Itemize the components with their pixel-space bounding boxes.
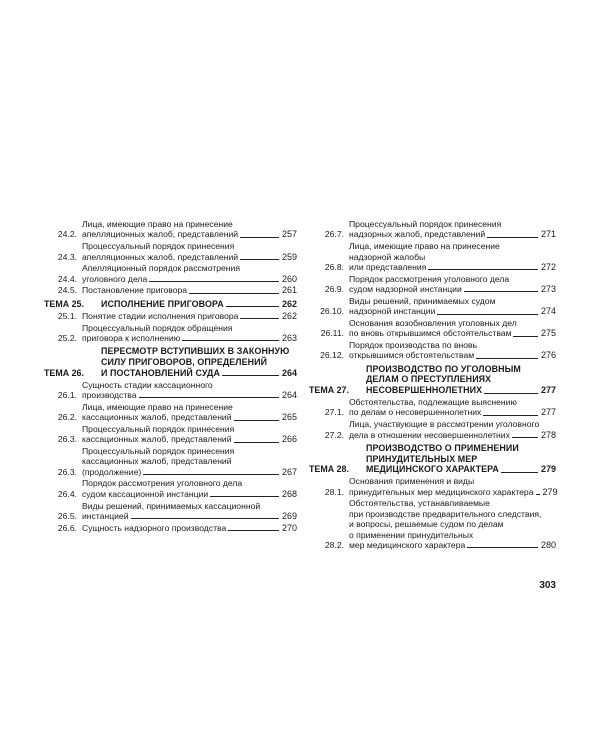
toc-entry-title-line: дела в отношении несовершеннолетних (349, 429, 510, 440)
toc-entry-title (82, 501, 297, 522)
dot-leader (189, 293, 279, 294)
toc-entry-number: 28.1. (324, 486, 344, 497)
toc-entry-title-line: Порядок рассмотрения уголовного дела (82, 478, 243, 489)
toc-entry-title-line: Сущность надзорного производства (82, 522, 227, 533)
toc-entry-page: 279 (540, 464, 556, 475)
toc-entry-title (82, 424, 297, 445)
toc-entry-title-line: Процессуальный порядок принесения (82, 241, 235, 252)
dot-leader (483, 415, 538, 416)
toc-entry-title (366, 364, 556, 396)
toc-entry (309, 296, 556, 317)
toc-entry-number: 24.3. (57, 251, 77, 262)
toc-entry-title-line: или представления (349, 261, 427, 272)
dot-leader (234, 420, 279, 421)
toc-entry-page: 263 (281, 332, 297, 343)
dot-leader (228, 530, 279, 531)
dot-leader (476, 358, 538, 359)
toc-entry-title (349, 296, 556, 317)
toc-entry (44, 478, 297, 499)
toc-entry-last-line (101, 368, 297, 379)
toc-entry-last-line (349, 487, 556, 497)
toc-entry-title-line: кассационных жалоб, представлений (82, 434, 232, 445)
toc-entry-last-line (349, 306, 556, 316)
toc-entry-number: 26.1. (57, 390, 77, 401)
toc-entry-number: 26.2. (57, 412, 77, 423)
toc-entry-page: 262 (281, 310, 297, 321)
toc-entry-title (349, 318, 556, 339)
dot-leader (131, 518, 279, 519)
toc-entry-title-line: Процессуальный порядок принесения (82, 423, 235, 434)
toc-entry-title-line: апелляционных жалоб, представлений (82, 251, 239, 262)
toc-entry-title-line: по делам о несовершеннолетних (349, 407, 482, 418)
dot-leader (513, 336, 538, 337)
toc-entry-last-line (349, 540, 556, 550)
toc-entry-page: 261 (281, 285, 297, 296)
toc-entry-title-line: о применении принудительных (349, 529, 474, 540)
dot-leader (149, 281, 279, 282)
toc-entry (309, 219, 556, 240)
toc-entry-title-line: надзорных жалоб, представлений (349, 229, 486, 240)
toc-entry-last-line (349, 328, 556, 338)
toc-topic-heading (309, 443, 556, 475)
toc-entry-page: 262 (281, 298, 297, 309)
toc-entry-title-line: Апелляционный порядок рассмотрения (82, 263, 240, 274)
toc-entry (44, 263, 297, 284)
toc-entry-title (101, 346, 297, 378)
toc-entry-title-line: Виды решений, принимаемых кассационной (82, 500, 261, 511)
toc-entry-title-line: при производстве предварительного следствия, (349, 508, 542, 519)
toc-entry-number: 28.2. (324, 539, 344, 550)
toc-entry-title-line: Понятие стадии исполнения приговора (82, 310, 239, 321)
dot-leader (512, 437, 538, 438)
toc-entry-number: 27.2. (324, 429, 344, 440)
toc-entry-title (82, 311, 297, 321)
toc-entry-last-line (349, 229, 556, 239)
toc-entry-last-line (82, 412, 297, 422)
toc-page (44, 219, 556, 591)
toc-entry-title-line: Процессуальный порядок принесения (82, 445, 235, 456)
toc-entry (44, 501, 297, 522)
toc-entry-title (349, 219, 556, 240)
dot-leader (139, 397, 279, 398)
toc-entry-title-line: НЕСОВЕРШЕННОЛЕТНИХ (366, 384, 483, 395)
toc-entry-number: ТЕМА 28. (309, 464, 349, 475)
toc-entry-title-line: судом надзорной инстанции (349, 284, 462, 295)
toc-entry-number: 26.10. (320, 306, 344, 317)
toc-entry-title (82, 285, 297, 295)
toc-entry-number: 26.4. (57, 488, 77, 499)
toc-entry-title (349, 340, 556, 361)
toc-entry-title-line: Постановление приговора (82, 285, 188, 296)
toc-entry-number: 26.11. (320, 328, 344, 339)
toc-right-column (309, 219, 556, 552)
dot-leader (437, 314, 538, 315)
toc-entry-title (82, 263, 297, 284)
toc-entry-number: 26.3. (57, 466, 77, 477)
toc-entry-number: 25.1. (57, 310, 77, 321)
toc-entry-page: 276 (540, 350, 556, 361)
toc-entry-number: 26.8. (324, 261, 344, 272)
dot-leader (536, 494, 540, 495)
toc-entry-title-line: приговора к исполнению (82, 332, 181, 343)
toc-entry-title-line: Виды решений, принимаемых судом (349, 295, 496, 306)
toc-entry-title-line: кассационных жалоб, представлений (82, 412, 232, 423)
dot-leader (240, 259, 279, 260)
toc-entry-last-line (366, 385, 556, 396)
toc-entry (309, 419, 556, 440)
toc-entry-page: 275 (540, 328, 556, 339)
toc-entry (309, 340, 556, 361)
toc-entry-title (82, 446, 297, 477)
toc-entry-number: 25.2. (57, 332, 77, 343)
toc-entry-page: 277 (540, 407, 556, 418)
toc-entry (309, 397, 556, 418)
toc-entry-title (82, 323, 297, 344)
toc-entry-title-line: апелляционных жалоб, представлений (82, 229, 239, 240)
toc-entry-title (349, 476, 556, 497)
dot-leader (234, 442, 279, 443)
toc-entry (44, 380, 297, 401)
dot-leader (464, 291, 538, 292)
toc-entry (309, 498, 556, 550)
toc-entry-title (82, 219, 297, 240)
toc-entry-title (349, 397, 556, 418)
toc-entry-title-line: ДЕЛАМ О ПРЕСТУПЛЕНИЯХ (366, 374, 492, 385)
toc-entry-number: 26.7. (324, 229, 344, 240)
toc-entry-number: 26.6. (57, 522, 77, 533)
toc-entry-title-line: СИЛУ ПРИГОВОРОВ, ОПРЕДЕЛЕНИЙ (101, 356, 268, 367)
toc-entry-title (82, 523, 297, 533)
toc-entry-title (349, 419, 556, 440)
toc-entry-page: 269 (281, 510, 297, 521)
toc-entry (309, 318, 556, 339)
dot-leader (467, 547, 538, 548)
toc-entry (44, 311, 297, 321)
toc-entry (44, 424, 297, 445)
toc-entry-page: 268 (281, 488, 297, 499)
toc-entry-page: 257 (281, 229, 297, 240)
toc-entry-number: ТЕМА 26. (44, 367, 84, 378)
toc-entry-last-line (349, 262, 556, 272)
toc-entry-page: 267 (281, 466, 297, 477)
toc-entry-title (349, 498, 556, 550)
toc-entry-title-line: (продолжение) (82, 466, 142, 477)
toc-entry-title-line: Процессуальный порядок принесения (349, 219, 502, 229)
toc-entry (44, 285, 297, 295)
toc-entry-last-line (349, 284, 556, 294)
toc-entry-last-line (349, 350, 556, 360)
toc-entry-title (349, 241, 556, 272)
toc-entry-title-line: Обстоятельства, устанавливаемые (349, 498, 490, 509)
toc-entry-page: 277 (540, 384, 556, 395)
toc-entry-number: ТЕМА 27. (309, 384, 349, 395)
toc-entry (44, 241, 297, 262)
toc-entry-number: 26.3. (57, 434, 77, 445)
toc-entry-number: ТЕМА 25. (44, 298, 84, 309)
toc-entry-title-line: МЕДИЦИНСКОГО ХАРАКТЕРА (366, 464, 499, 475)
toc-entry (44, 523, 297, 533)
toc-entry (309, 476, 556, 497)
toc-entry-page: 265 (281, 412, 297, 423)
toc-entry-title-line: Лица, участвующие в рассмотрении уголовного (349, 419, 540, 430)
toc-entry-title-line: Обстоятельства, подлежащие выяснению (349, 397, 517, 408)
dot-leader (487, 237, 538, 238)
toc-entry-last-line (82, 333, 297, 343)
toc-entry-page: 279 (542, 486, 558, 497)
toc-entry-page: 264 (281, 367, 297, 378)
dot-leader (501, 472, 538, 473)
toc-entry-page: 271 (540, 229, 556, 240)
toc-entry-title-line: мер медицинского характера (349, 539, 466, 550)
toc-entry-title-line: производства (82, 390, 137, 401)
toc-entry-page: 274 (540, 306, 556, 317)
toc-entry-last-line (82, 252, 297, 262)
toc-entry-title-line: ПРИНУДИТЕЛЬНЫХ МЕР (366, 453, 478, 464)
toc-entry-number: 26.5. (57, 510, 77, 521)
toc-entry-last-line (82, 390, 297, 400)
toc-entry-last-line (82, 489, 297, 499)
toc-entry-title-line: судом кассационной инстанции (82, 488, 209, 499)
dot-leader (143, 474, 279, 475)
toc-entry-number: 26.9. (324, 284, 344, 295)
toc-entry-page: 264 (281, 390, 297, 401)
toc-entry-last-line (82, 274, 297, 284)
toc-entry-page: 259 (281, 251, 297, 262)
toc-entry-title-line: Сущность стадии кассационного (82, 379, 213, 390)
dot-leader (428, 269, 538, 270)
toc-entry-last-line (101, 299, 297, 310)
toc-entry-title-line: кассационных жалоб, представлений (82, 456, 232, 467)
toc-entry-title-line: и вопросы, решаемые судом по делам (349, 519, 504, 530)
toc-entry-last-line (366, 464, 556, 475)
toc-entry-title (101, 299, 297, 310)
dot-leader (240, 318, 279, 319)
toc-entry-title (82, 380, 297, 401)
toc-entry-title-line: принудительных мер медицинского характера (349, 486, 534, 497)
toc-entry-title-line: Лица, имеющие право на принесение (349, 241, 500, 252)
toc-entry-page: 260 (281, 273, 297, 284)
toc-entry (44, 402, 297, 423)
dot-leader (222, 375, 279, 376)
toc-entry-page: 273 (540, 284, 556, 295)
toc-entry-number: 24.4. (57, 273, 77, 284)
toc-entry-last-line (82, 523, 297, 533)
toc-entry-title (82, 241, 297, 262)
toc-entry-page: 272 (540, 261, 556, 272)
toc-entry (44, 219, 297, 240)
toc-entry-title-line: открывшимся обстоятельствам (349, 350, 475, 361)
toc-entry-title-line: ИСПОЛНЕНИЕ ПРИГОВОРА (101, 298, 224, 309)
toc-entry-page: 278 (540, 429, 556, 440)
toc-entry-page: 270 (281, 522, 297, 533)
toc-entry-title-line: И ПОСТАНОВЛЕНИЙ СУДА (101, 367, 220, 378)
toc-entry-title-line: Процессуальный порядок обращения (82, 322, 233, 333)
toc-entry-title (82, 402, 297, 423)
dot-leader (182, 340, 279, 341)
toc-entry-title-line: по вновь открывшимся обстоятельствам (349, 328, 512, 339)
toc-entry-title (366, 443, 556, 475)
toc-entry-title-line: Порядок производства по вновь (349, 339, 478, 350)
toc-left-column (44, 219, 297, 534)
toc-entry-title-line: Лица, имеющие право на принесение (82, 401, 233, 412)
toc-entry-title (82, 478, 297, 499)
dot-leader (226, 306, 279, 307)
toc-entry-last-line (82, 511, 297, 521)
toc-entry-title-line: уголовного дела (82, 273, 148, 284)
toc-entry-title-line: надзорной жалобы (349, 251, 426, 262)
dot-leader (484, 393, 538, 394)
toc-topic-heading (309, 364, 556, 396)
toc-entry-page: 280 (540, 539, 556, 550)
toc-entry-title-line: Порядок рассмотрения уголовного дела (349, 273, 510, 284)
toc-entry-title-line: инстанцией (82, 510, 129, 521)
toc-entry-number: 27.1. (324, 407, 344, 418)
toc-entry-title (349, 274, 556, 295)
toc-topic-heading (44, 299, 297, 310)
toc-entry-last-line (82, 467, 297, 477)
toc-entry-title-line: Основания возобновления уголовных дел (349, 317, 517, 328)
toc-entry (309, 274, 556, 295)
toc-entry (44, 446, 297, 477)
toc-entry-title-line: Основания применения и виды (349, 476, 475, 487)
toc-entry-last-line (349, 407, 556, 417)
toc-entry-last-line (349, 430, 556, 440)
toc-entry-title-line: Лица, имеющие право на принесение (82, 219, 233, 229)
dot-leader (240, 237, 279, 238)
toc-entry-number: 24.5. (57, 285, 77, 296)
toc-entry-last-line (82, 229, 297, 239)
dot-leader (210, 496, 279, 497)
toc-entry-number: 26.12. (320, 350, 344, 361)
toc-entry (309, 241, 556, 272)
page-number: 303 (539, 580, 556, 591)
toc-entry-last-line (82, 434, 297, 444)
toc-entry-title-line: ПРОИЗВОДСТВО ПО УГОЛОВНЫМ (366, 363, 521, 374)
toc-entry-page: 266 (281, 434, 297, 445)
toc-entry-title-line: ПРОИЗВОДСТВО О ПРИМЕНЕНИИ (366, 442, 519, 453)
toc-entry-title-line: ПЕРЕСМОТР ВСТУПИВШИХ В ЗАКОННУЮ (101, 346, 290, 357)
toc-entry-last-line (82, 285, 297, 295)
toc-entry-title-line: надзорной инстанции (349, 306, 436, 317)
toc-entry-number: 24.2. (57, 229, 77, 240)
toc-topic-heading (44, 346, 297, 378)
toc-entry-last-line (82, 311, 297, 321)
toc-entry (44, 323, 297, 344)
